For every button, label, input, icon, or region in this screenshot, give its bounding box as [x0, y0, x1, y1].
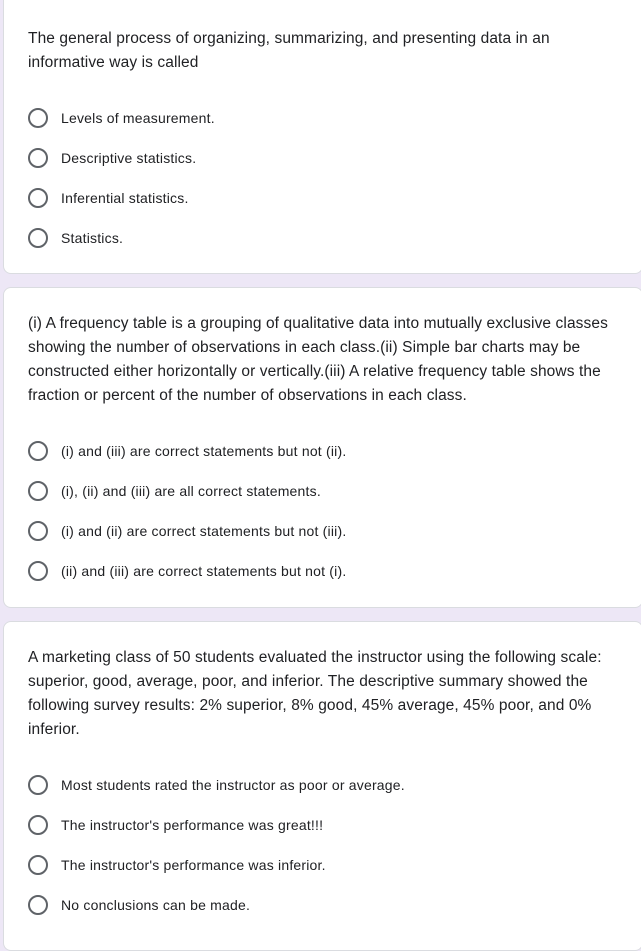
radio-unchecked-icon[interactable] — [28, 188, 48, 208]
option-levels-of-measurement[interactable] — [28, 98, 618, 138]
option-i-and-ii[interactable] — [28, 511, 618, 551]
option-label: Most students rated the instructor as poor or average. — [61, 777, 405, 793]
radio-unchecked-icon[interactable] — [28, 148, 48, 168]
option-i-and-iii[interactable] — [28, 431, 618, 471]
radio-unchecked-icon[interactable] — [28, 815, 48, 835]
radio-unchecked-icon[interactable] — [28, 481, 48, 501]
option-ii-and-iii[interactable] — [28, 551, 618, 591]
radio-unchecked-icon[interactable] — [28, 228, 48, 248]
question-card-2 — [3, 287, 641, 608]
option-list — [4, 98, 641, 258]
option-label: Levels of measurement. — [61, 110, 215, 126]
option-statistics[interactable] — [28, 218, 618, 258]
question-card-3 — [3, 621, 641, 951]
option-label: Descriptive statistics. — [61, 150, 197, 166]
option-poor-or-average[interactable] — [28, 765, 618, 805]
question-text: (i) A frequency table is a grouping of qualitative data into mutually exclusive classes showing the number of observations in each class.(ii) Simple bar charts may be constructed either horizontally or vertically.(iii) A relative frequency table shows the fraction or percent of the number of observations in each class. — [28, 315, 608, 404]
option-label: (ii) and (iii) are correct statements but not (i). — [61, 563, 347, 579]
radio-unchecked-icon[interactable] — [28, 561, 48, 581]
option-label: (i), (ii) and (iii) are all correct statements. — [61, 483, 321, 499]
radio-unchecked-icon[interactable] — [28, 441, 48, 461]
option-list — [4, 431, 641, 591]
option-label: The instructor's performance was inferior. — [61, 857, 326, 873]
option-label: (i) and (ii) are correct statements but not (iii). — [61, 523, 347, 539]
radio-unchecked-icon[interactable] — [28, 108, 48, 128]
option-label: (i) and (iii) are correct statements but not (ii). — [61, 443, 347, 459]
question-card-1 — [3, 0, 641, 274]
option-label: No conclusions can be made. — [61, 897, 251, 913]
option-label: Inferential statistics. — [61, 190, 189, 206]
question-text: A marketing class of 50 students evaluated the instructor using the following scale: superior, good, average, poor, and inferior. The descriptive summary showed the following survey results: 2% superior, 8% good, 45% average, 45% poor, and 0% inferior. — [28, 649, 602, 738]
option-i-ii-and-iii[interactable] — [28, 471, 618, 511]
radio-unchecked-icon[interactable] — [28, 855, 48, 875]
option-list — [4, 765, 641, 925]
option-performance-inferior[interactable] — [28, 845, 618, 885]
option-performance-great[interactable] — [28, 805, 618, 845]
radio-unchecked-icon[interactable] — [28, 521, 48, 541]
option-inferential-statistics[interactable] — [28, 178, 618, 218]
option-label: Statistics. — [61, 230, 124, 246]
option-no-conclusions[interactable] — [28, 885, 618, 925]
option-label: The instructor's performance was great!!! — [61, 817, 324, 833]
question-text: The general process of organizing, summarizing, and presenting data in an informative way is called — [28, 30, 550, 71]
option-descriptive-statistics[interactable] — [28, 138, 618, 178]
radio-unchecked-icon[interactable] — [28, 895, 48, 915]
radio-unchecked-icon[interactable] — [28, 775, 48, 795]
